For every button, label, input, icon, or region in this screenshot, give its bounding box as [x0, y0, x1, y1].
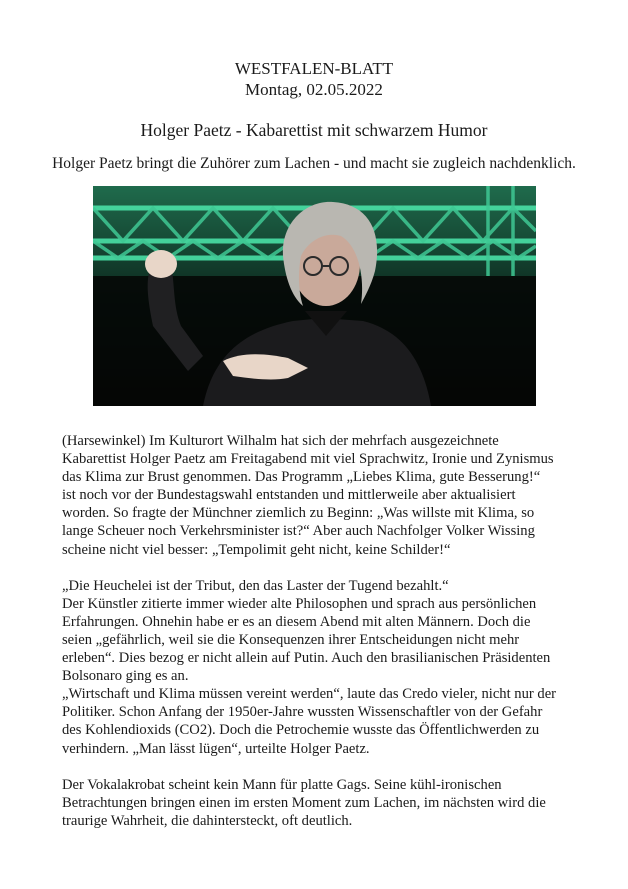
article-line: worden. So fragte der Münchner ziemlich zu Beginn: „Was willste mit Klima, so — [62, 505, 535, 522]
article-photo — [93, 186, 536, 406]
photo-performer-on-stage-icon — [93, 186, 536, 406]
article-line: (Harsewinkel) Im Kulturort Wilhalm hat sich der mehrfach ausgezeichnete — [62, 433, 499, 449]
article-line: Der Künstler zitierte immer wieder alte Philosophen und sprach aus persönlichen — [62, 595, 537, 612]
article-line: des Kohlendioxids (CO2). Doch die Petrochemie wusste das Öffentlichwerden zu — [62, 722, 540, 739]
article-line: lange Scheuer noch Verkehrsminister ist?“ Aber auch Nachfolger Volker Wissing — [62, 523, 535, 540]
article-paragraph — [62, 432, 582, 559]
newspaper-name: WESTFALEN-BLATT — [234, 59, 394, 78]
article-line: Erfahrungen. Ohnehin habe er es an diesem Abend mit alten Männern. Doch die — [62, 613, 531, 630]
article-subline: Holger Paetz bringt die Zuhörer zum Lachen - und macht sie zugleich nachdenklich. — [52, 155, 576, 172]
article-line: ist noch vor der Bundestagswahl entstanden und mittlerweile aber aktualisiert — [62, 487, 516, 504]
masthead — [0, 58, 628, 100]
article-line: Kabarettist Holger Paetz am Freitagabend mit viel Sprachwitz, Ironie und Zynismus — [62, 451, 554, 468]
article-paragraph — [62, 577, 582, 758]
article-line: seien „gefährlich, weil sie die Konsequenzen ihrer Entscheidungen nicht mehr — [62, 631, 520, 648]
article-line: „Die Heuchelei ist der Tribut, den das Laster der Tugend bezahlt.“ — [62, 577, 449, 594]
article-paragraph — [62, 776, 582, 830]
article-line: scheine nicht viel besser: „Tempolimit geht nicht, keine Schilder!“ — [62, 541, 451, 558]
publication-date: Montag, 02.05.2022 — [245, 80, 383, 99]
article-line: Politiker. Schon Anfang der 1950er-Jahre wussten Wissenschaftler von der Gefahr — [62, 704, 543, 721]
article-line: das Klima zur Brust genommen. Das Programm „Liebes Klima, gute Besserung!“ — [62, 469, 541, 486]
article-body — [62, 432, 582, 848]
article-line: Bolsonaro ging es an. — [62, 668, 189, 685]
article-line: traurige Wahrheit, die dahintersteckt, oft deutlich. — [62, 812, 353, 829]
article-line: erleben“. Dies bezog er nicht allein auf Putin. Auch den brasilianischen Präsidenten — [62, 650, 551, 667]
article-line: „Wirtschaft und Klima müssen vereint werden“, laute das Credo vieler, nicht nur der — [62, 686, 557, 703]
article-line: Betrachtungen bringen einen im ersten Moment zum Lachen, im nächsten wird die — [62, 794, 546, 811]
article-headline: Holger Paetz - Kabarettist mit schwarzem Humor — [140, 120, 488, 140]
article-line: Der Vokalakrobat scheint kein Mann für platte Gags. Seine kühl-ironischen — [62, 776, 502, 793]
article-line: verhindern. „Man lässt lügen“, urteilte Holger Paetz. — [62, 740, 370, 757]
